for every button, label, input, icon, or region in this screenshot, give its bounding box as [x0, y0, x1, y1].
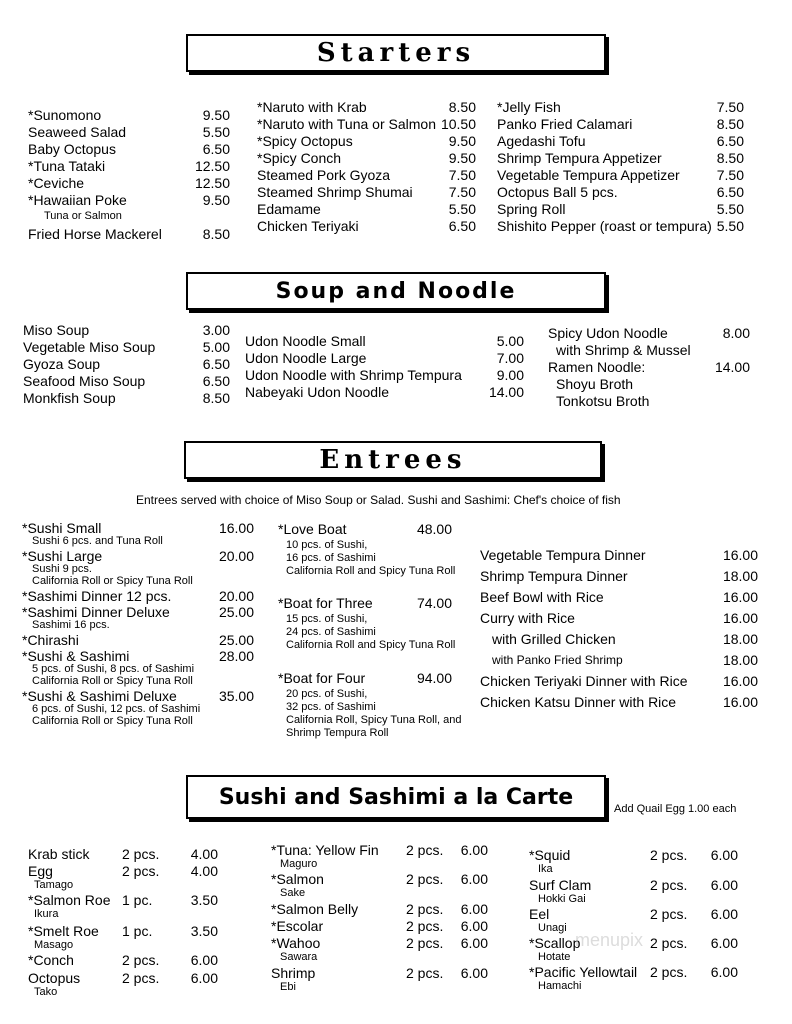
menu-item-price: 20.00 — [218, 548, 254, 564]
menu-item-price: 5.00 — [202, 339, 230, 355]
menu-item-price: 6.00 — [460, 871, 488, 887]
menu-item-sub: 15 pcs. of Sushi, — [286, 613, 368, 625]
menu-item-sub: California Roll and Spicy Tuna Roll — [286, 639, 456, 651]
menu-item-price: 9.50 — [202, 107, 230, 123]
menu-item-price: 8.50 — [716, 116, 744, 132]
menu-item-price: 35.00 — [218, 688, 254, 704]
menu-item-price: 6.50 — [202, 141, 230, 157]
menu-item-name: Steamed Shrimp Shumai — [257, 184, 413, 200]
starters-header — [186, 34, 606, 72]
menu-item-price: 6.00 — [460, 935, 488, 951]
menu-item-qty: 1 pc. — [122, 892, 153, 908]
menu-item-name: Vegetable Tempura Appetizer — [497, 167, 680, 183]
menu-item-name: *Sushi Small — [22, 520, 102, 536]
menu-item-sub: Ikura — [34, 908, 59, 920]
menu-item-sub: 24 pcs. of Sashimi — [286, 626, 376, 638]
sushi-sashimi-title: Sushi and Sashimi a la Carte — [218, 784, 574, 810]
menu-item-price: 6.00 — [710, 877, 738, 893]
menu-item-name: Shrimp Tempura Dinner — [480, 568, 628, 584]
menu-item-price: 6.00 — [190, 952, 218, 968]
menu-item-sub: 20 pcs. of Sushi, — [286, 688, 368, 700]
menu-item-name: Panko Fried Calamari — [497, 116, 633, 132]
menu-item-name: Udon Noodle with Shrimp Tempura — [245, 367, 462, 383]
menu-item-name: Udon Noodle Small — [245, 333, 366, 349]
menu-item-price: 16.00 — [722, 547, 758, 563]
menu-item-price: 7.50 — [716, 99, 744, 115]
entrees-header — [184, 441, 602, 479]
menu-item-sub: California Roll or Spicy Tuna Roll — [32, 715, 193, 727]
menu-item-sub: 5 pcs. of Sushi, 8 pcs. of Sashimi — [32, 663, 195, 675]
menu-item-name: Monkfish Soup — [23, 390, 116, 406]
menu-item-name: *Boat for Four — [278, 670, 366, 686]
menu-item-price: 3.50 — [190, 892, 218, 908]
menu-item-price: 9.00 — [496, 367, 524, 383]
menu-item-qty: 2 pcs. — [122, 846, 160, 862]
menu-item-price: 16.00 — [722, 694, 758, 710]
menu-item-sub: Tamago — [34, 879, 74, 891]
menu-item-name: *Smelt Roe — [28, 923, 99, 939]
starters-title: Starters — [316, 38, 476, 68]
menu-item-name: Eel — [529, 906, 550, 922]
menu-item-name: Chicken Katsu Dinner with Rice — [480, 694, 677, 710]
menu-item-qty: 1 pc. — [122, 923, 153, 939]
soup-noodle-header — [186, 272, 606, 310]
menu-item-sub: 16 pcs. of Sashimi — [286, 552, 376, 564]
menu-item-sub: Sake — [280, 887, 306, 899]
menu-item-price: 8.50 — [202, 390, 230, 406]
menu-item-name: *Salmon Roe — [28, 892, 111, 908]
menu-item-name: *Salmon — [271, 871, 324, 887]
menu-item-name: Fried Horse Mackerel — [28, 226, 162, 242]
menu-item-name: *Jelly Fish — [497, 99, 561, 115]
menu-item-sub: Sushi 9 pcs. — [32, 563, 92, 575]
menu-item-price: 8.50 — [202, 226, 230, 242]
menu-item-price: 6.50 — [448, 218, 476, 234]
menu-item-price: 6.00 — [190, 970, 218, 986]
menu-item-name: *Salmon Belly — [271, 901, 359, 917]
watermark: menupix — [575, 930, 644, 950]
menu-item-name: Vegetable Tempura Dinner — [480, 547, 646, 563]
menu-item-price: 5.00 — [496, 333, 524, 349]
menu-item-sub: Hotate — [538, 951, 571, 963]
menu-item-name: *Love Boat — [278, 521, 347, 537]
menu-item-price: 74.00 — [416, 595, 452, 611]
quail-egg-note: Add Quail Egg 1.00 each — [614, 803, 737, 815]
menu-item-price: 25.00 — [218, 632, 254, 648]
menu-item-name: Egg — [28, 863, 53, 879]
menu-item-name: Surf Clam — [529, 877, 592, 893]
menu-item-name: *Hawaiian Poke — [28, 192, 127, 208]
menu-item-name: with Shrimp & Mussel — [556, 342, 691, 358]
menu-item-price: 12.50 — [194, 175, 230, 191]
menu-item-name: *Conch — [28, 952, 74, 968]
menu-item-qty: 2 pcs. — [406, 871, 444, 887]
menu-item-price: 12.50 — [194, 158, 230, 174]
menu-item-price: 28.00 — [218, 648, 254, 664]
menu-item-sub: Ebi — [280, 981, 296, 993]
soup-noodle-title: Soup and Noodle — [275, 278, 517, 304]
menu-item-name: Spring Roll — [497, 201, 566, 217]
menu-item-name: Edamame — [257, 201, 321, 217]
menu-item-price: 6.00 — [710, 906, 738, 922]
menu-item-price: 94.00 — [416, 670, 452, 686]
menu-item-name: Curry with Rice — [480, 610, 575, 626]
menu-item-name: Seafood Miso Soup — [23, 373, 146, 389]
menu-item-name: *Boat for Three — [278, 595, 373, 611]
menu-item-price: 5.50 — [716, 218, 744, 234]
menu-item-name: Chicken Teriyaki — [257, 218, 359, 234]
menu-item-sub: Hokki Gai — [538, 893, 586, 905]
menu-item-name: Shrimp Tempura Appetizer — [497, 150, 662, 166]
menu-item-price: 16.00 — [722, 589, 758, 605]
menu-item-sub: Unagi — [538, 922, 567, 934]
menu-item-price: 16.00 — [722, 610, 758, 626]
menu-item-price: 5.50 — [202, 124, 230, 140]
menu-item-qty: 2 pcs. — [650, 877, 688, 893]
menu-item-sub: California Roll and Spicy Tuna Roll — [286, 565, 456, 577]
menu-item-sub: 10 pcs. of Sushi, — [286, 539, 368, 551]
menu-item-price: 48.00 — [416, 521, 452, 537]
menu-item-price: 3.00 — [202, 322, 230, 338]
menu-item-name: Gyoza Soup — [23, 356, 101, 372]
menu-item-price: 25.00 — [218, 604, 254, 620]
menu-item-name: *Sushi & Sashimi Deluxe — [22, 688, 177, 704]
menu-item-price: 6.50 — [202, 373, 230, 389]
menu-item-qty: 2 pcs. — [406, 842, 444, 858]
menu-item-name: *Sunomono — [28, 107, 102, 123]
menu-item-sub: 6 pcs. of Sushi, 12 pcs. of Sashimi — [32, 703, 201, 715]
menu-item-name: Shishito Pepper (roast or tempura) — [497, 218, 712, 234]
menu-item-price: 8.50 — [716, 150, 744, 166]
menu-item-name: Octopus Ball 5 pcs. — [497, 184, 618, 200]
menu-item-price: 4.00 — [190, 846, 218, 862]
menu-item-name: *Scallop — [529, 935, 581, 951]
menu-item-name: Baby Octopus — [28, 141, 116, 157]
menu-item-price: 18.00 — [722, 652, 758, 668]
menu-item-qty: 2 pcs. — [650, 964, 688, 980]
menu-item-price: 5.50 — [448, 201, 476, 217]
menu-item-price: 7.50 — [716, 167, 744, 183]
menu-item-name: *Sashimi Dinner Deluxe — [22, 604, 170, 620]
menu-item-price: 8.00 — [722, 325, 750, 341]
menu-item-name: Shoyu Broth — [556, 376, 634, 392]
menu-item-name: Miso Soup — [23, 322, 90, 338]
menu-item-name: *Escolar — [271, 918, 324, 934]
menu-item-name: *Pacific Yellowtail — [529, 964, 638, 980]
menu-item-price: 9.50 — [448, 150, 476, 166]
menu-item-sub: Sashimi 16 pcs. — [32, 619, 110, 631]
menu-item-price: 18.00 — [722, 631, 758, 647]
menu-item-name: *Chirashi — [22, 632, 79, 648]
menu-item-name: Nabeyaki Udon Noodle — [245, 384, 389, 400]
menu-item-qty: 2 pcs. — [650, 847, 688, 863]
menu-item-name: with Panko Fried Shrimp — [492, 653, 623, 667]
menu-item-sub: Maguro — [280, 858, 318, 870]
menu-item-price: 9.50 — [448, 133, 476, 149]
menu-item-price: 14.00 — [714, 359, 750, 375]
menu-item-price: 16.00 — [722, 673, 758, 689]
menu-item-sub: Sawara — [280, 951, 318, 963]
menu-item-sub: Hamachi — [538, 980, 582, 992]
menu-item-qty: 2 pcs. — [650, 935, 688, 951]
menu-item-price: 3.50 — [190, 923, 218, 939]
entrees-title: Entrees — [319, 445, 467, 475]
menu-item-price: 6.00 — [460, 918, 488, 934]
entrees-note: Entrees served with choice of Miso Soup or Salad. Sushi and Sashimi: Chef's choice of fish — [136, 493, 621, 507]
menu-item-price: 20.00 — [218, 588, 254, 604]
menu-item-sub: California Roll, Spicy Tuna Roll, and — [286, 714, 462, 726]
menu-item-name: *Wahoo — [271, 935, 321, 951]
menu-item-price: 7.50 — [448, 184, 476, 200]
menu-item-qty: 2 pcs. — [122, 970, 160, 986]
menu-item-price: 7.00 — [496, 350, 524, 366]
menu-item-name: Tonkotsu Broth — [556, 393, 650, 409]
menu-item-name: Udon Noodle Large — [245, 350, 367, 366]
menu-item-price: 16.00 — [218, 520, 254, 536]
menu-item-name: *Sashimi Dinner 12 pcs. — [22, 588, 172, 604]
menu-item-price: 18.00 — [722, 568, 758, 584]
menu-item-price: 6.50 — [716, 184, 744, 200]
menu-item-price: 14.00 — [488, 384, 524, 400]
menu-item-price: 6.00 — [710, 964, 738, 980]
menu-item-price: 6.00 — [710, 935, 738, 951]
menu-item-price: 6.00 — [460, 842, 488, 858]
menu-item-name: Steamed Pork Gyoza — [257, 167, 391, 183]
menu-item-name: *Tuna Tataki — [28, 158, 106, 174]
menu-item-price: 10.50 — [440, 116, 476, 132]
menu-item-sub: Shrimp Tempura Roll — [286, 727, 389, 739]
menu-item-name: Spicy Udon Noodle — [548, 325, 668, 341]
menu-item-sub: California Roll or Spicy Tuna Roll — [32, 675, 193, 687]
menu-item-name: Agedashi Tofu — [497, 133, 586, 149]
menu-item-name: *Squid — [529, 847, 571, 863]
menu-item-name: Seaweed Salad — [28, 124, 127, 140]
menu-item-price: 6.50 — [716, 133, 744, 149]
menu-item-qty: 2 pcs. — [122, 952, 160, 968]
menu-item-price: 6.00 — [710, 847, 738, 863]
menu-item-sub: Masago — [34, 939, 74, 951]
menu-item-qty: 2 pcs. — [650, 906, 688, 922]
menu-item-name: *Ceviche — [28, 175, 85, 191]
menu-item-sub: 32 pcs. of Sashimi — [286, 701, 376, 713]
menu-item-name: *Sushi & Sashimi — [22, 648, 130, 664]
menu-item-price: 6.00 — [460, 901, 488, 917]
menu-item-name: *Spicy Conch — [257, 150, 342, 166]
menu-item-name: Chicken Teriyaki Dinner with Rice — [480, 673, 688, 689]
menu-item-qty: 2 pcs. — [406, 965, 444, 981]
menu-item-qty: 2 pcs. — [406, 935, 444, 951]
menu-item-price: 8.50 — [448, 99, 476, 115]
menu-item-sub: Sushi 6 pcs. and Tuna Roll — [32, 535, 163, 547]
menu-item-name: Shrimp — [271, 965, 316, 981]
menu-item-qty: 2 pcs. — [406, 901, 444, 917]
menu-item-name: *Tuna: Yellow Fin — [271, 842, 379, 858]
menu-item-price: 6.50 — [202, 356, 230, 372]
menu-item-name: *Sushi Large — [22, 548, 103, 564]
menu-item-name: Octopus — [28, 970, 81, 986]
menu-item-price: 7.50 — [448, 167, 476, 183]
menu-item-price: 9.50 — [202, 192, 230, 208]
menu-item-price: 4.00 — [190, 863, 218, 879]
menu-item-name: Krab stick — [28, 846, 90, 862]
menu-item-name: *Naruto with Krab — [257, 99, 367, 115]
menu-item-name: with Grilled Chicken — [492, 631, 616, 647]
menu-item-sub: Tako — [34, 986, 58, 998]
menu-item-name: Beef Bowl with Rice — [480, 589, 604, 605]
menu-item-name: Ramen Noodle: — [548, 359, 646, 375]
menu-item-qty: 2 pcs. — [406, 918, 444, 934]
menu-item-qty: 2 pcs. — [122, 863, 160, 879]
sushi-sashimi-header — [186, 775, 606, 819]
menu-item-sub: Ika — [538, 863, 553, 875]
menu-item-price: 5.50 — [716, 201, 744, 217]
menu-item-name: *Spicy Octopus — [257, 133, 353, 149]
menu-item-price: 6.00 — [460, 965, 488, 981]
menu-item-sub: Tuna or Salmon — [44, 210, 122, 222]
menu-item-name: *Naruto with Tuna or Salmon — [257, 116, 436, 132]
menu-item-name: Vegetable Miso Soup — [23, 339, 156, 355]
menu-item-sub: California Roll or Spicy Tuna Roll — [32, 575, 193, 587]
